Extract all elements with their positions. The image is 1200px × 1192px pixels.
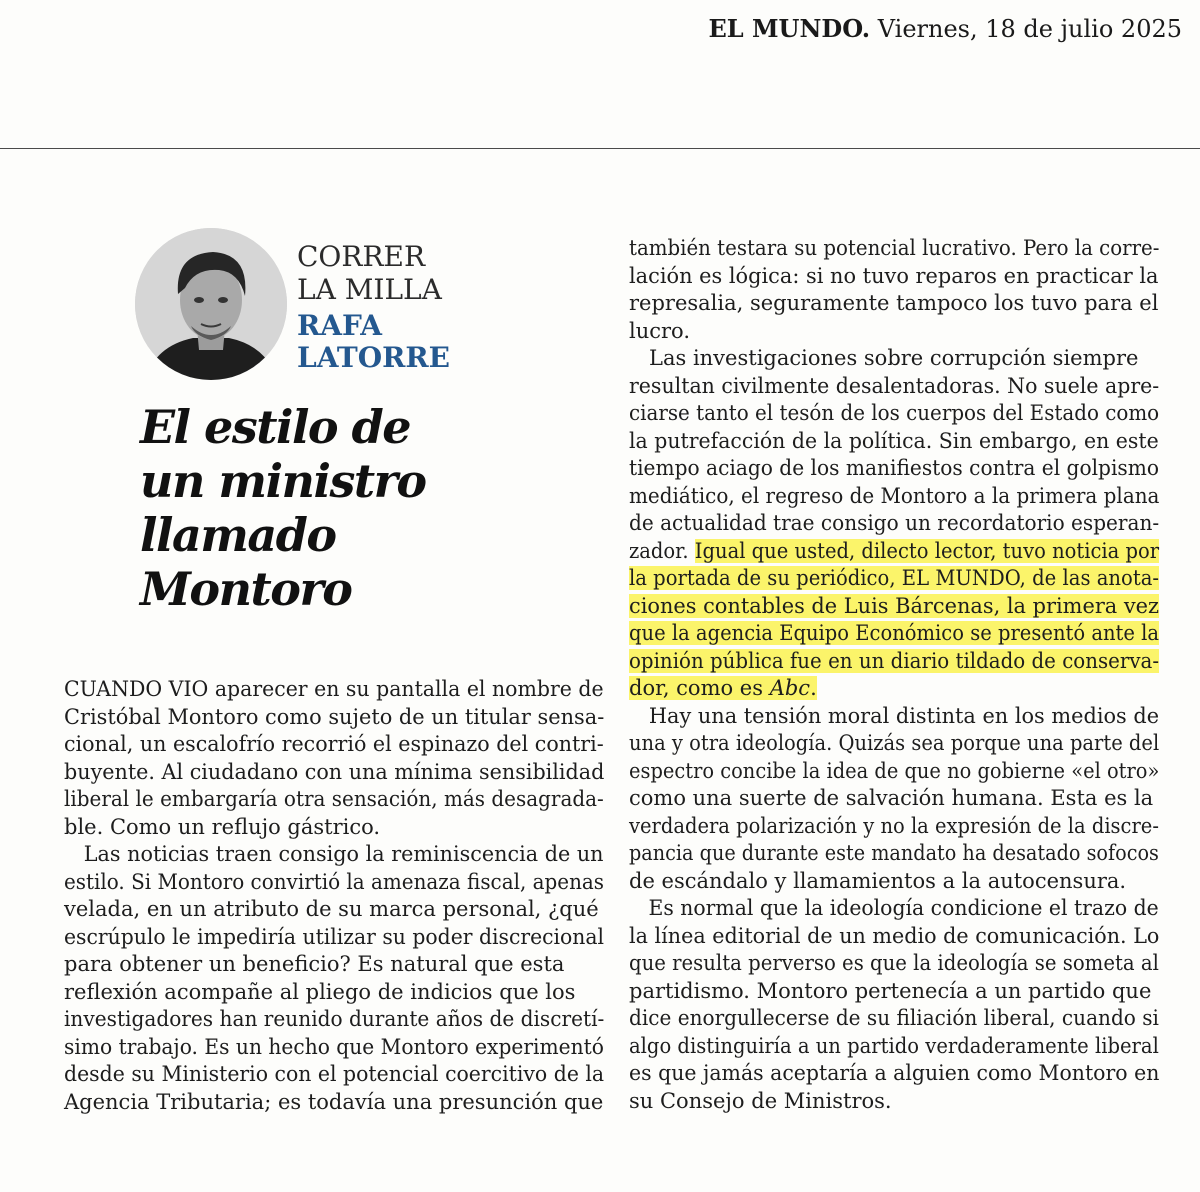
highlighted-text: la portada de su periódico, EL MUNDO, de las anota- [629, 566, 1160, 590]
text-line [629, 565, 1159, 593]
highlighted-text: ciones contables de Luis Bárcenas, la primera vez [629, 593, 1160, 618]
section-label-line: LA MILLA [297, 273, 442, 306]
issue-date: Viernes, 18 de julio 2025 [877, 15, 1182, 43]
highlighted-text [629, 676, 817, 700]
article-headline [140, 400, 560, 616]
text-line: Cristóbal Montoro como sujeto de un titular sensa- [64, 704, 605, 729]
column-section-label [297, 240, 442, 306]
text-line: resultan civilmente desalentadoras. No suele apre- [629, 373, 1160, 398]
body-column-left [64, 676, 604, 1116]
text-line: verdadera polarización y no la expresión de la discre- [629, 813, 1159, 838]
text-fragment: zador. [629, 538, 695, 563]
text-line: la putrefacción de la política. Sin embargo, en este [629, 428, 1159, 453]
text-line: como una suerte de salvación humana. Esta es la [629, 786, 1154, 810]
body-column-right [629, 235, 1159, 1115]
text-line: pancia que durante este mandato ha desatado sofocos [629, 841, 1159, 865]
text-line [629, 538, 1159, 566]
author-first-name: RAFA [297, 309, 382, 342]
text-line: represalia, seguramente tampoco los tuvo para el [629, 291, 1159, 315]
section-label-line: CORRER [297, 240, 426, 273]
text-line: simo trabajo. Es un hecho que Montoro experimentó [64, 1034, 604, 1059]
text-line: para obtener un beneficio? Es natural que esta [64, 952, 565, 976]
newspaper-name: EL MUNDO. [708, 14, 871, 43]
newspaper-reference: Abc [769, 676, 811, 700]
text-line: escrúpulo le impediría utilizar su poder discrecional [64, 924, 605, 949]
text-line: tiempo aciago de los manifiestos contra el golpismo [629, 456, 1160, 480]
text-line [629, 593, 1159, 621]
text-line: espectro concibe la idea de que no gobierne «el otro» [629, 758, 1160, 783]
text-line [629, 675, 1159, 703]
text-line: la línea editorial de un medio de comunicación. Lo [629, 923, 1160, 948]
text-line: velada, en un atributo de su marca personal, ¿qué [64, 897, 599, 921]
text-line: Las noticias traen consigo la reminiscencia de un [64, 842, 604, 866]
text-line: es que jamás aceptaría a alguien como Montoro en [629, 1061, 1160, 1085]
masthead [708, 14, 1182, 43]
text-line: una y otra ideología. Quizás sea porque una parte del [629, 731, 1160, 755]
text-line: investigadores han reunido durante años de discretí- [64, 1007, 605, 1031]
text-line: de actualidad trae consigo un recordatorio esperan- [629, 511, 1160, 535]
text-line: también testara su potencial lucrativo. Pero la corre- [629, 236, 1160, 260]
headline-line: un ministro [140, 454, 426, 508]
text-line: lación es lógica: si no tuvo reparos en practicar la [629, 263, 1159, 288]
text-line: Hay una tensión moral distinta en los medios de [629, 703, 1160, 728]
text-line: dice enorgullecerse de su filiación liberal, cuando si [629, 1006, 1159, 1030]
text-line: partidismo. Montoro pertenecía a un partido que [629, 978, 1152, 1003]
text-line: estilo. Si Montoro convirtió la amenaza fiscal, apenas [64, 869, 605, 894]
headline-line: El estilo de [140, 400, 411, 454]
headline-line: llamado [140, 508, 336, 562]
highlighted-text: Igual que usted, dilecto lector, tuvo noticia por [694, 538, 1160, 563]
text-line: de escándalo y llamamientos a la autocensura. [629, 868, 1127, 893]
headline-line: Montoro [140, 562, 352, 616]
text-line: mediático, el regreso de Montoro a la primera plana [629, 483, 1160, 508]
text-line: Las investigaciones sobre corrupción siempre [629, 346, 1139, 370]
text-fragment: dor, como es [629, 676, 770, 700]
text-line: CUANDO VIO aparecer en su pantalla el nombre de [64, 677, 604, 701]
author-byline [297, 310, 450, 374]
text-line: lucro. [629, 318, 690, 343]
text-line: que resulta perverso es que la ideología se someta al [629, 951, 1159, 975]
text-line [629, 648, 1159, 676]
text-line: desde su Ministerio con el potencial coercitivo de la [64, 1062, 605, 1086]
text-line: Es normal que la ideología condicione el trazo de [629, 896, 1159, 920]
text-line: ciarse tanto el tesón de los cuerpos del Estado como [629, 401, 1160, 425]
text-line: algo distinguiría a un partido verdaderamente liberal [629, 1033, 1159, 1058]
highlighted-text: opinión pública fue en un diario tildado de conserva- [629, 648, 1160, 673]
text-line: reflexión acompañe al pliego de indicios que los [64, 979, 576, 1004]
text-fragment: . [810, 676, 817, 700]
text-line: cional, un escalofrío recorrió el espinazo del contri- [64, 732, 604, 756]
page-divider [0, 148, 1200, 149]
text-line: ble. Como un reflujo gástrico. [64, 814, 381, 839]
text-line: Agencia Tributaria; es todavía una presunción que [64, 1089, 604, 1114]
author-portrait [135, 228, 287, 380]
text-line: su Consejo de Ministros. [629, 1088, 892, 1113]
text-line [629, 620, 1159, 648]
highlighted-text: que la agencia Equipo Económico se presentó ante la [629, 621, 1160, 645]
text-line: liberal le embargaría otra sensación, más desagrada- [64, 787, 604, 811]
text-line: buyente. Al ciudadano con una mínima sensibilidad [64, 759, 605, 784]
author-last-name: LATORRE [297, 341, 450, 374]
